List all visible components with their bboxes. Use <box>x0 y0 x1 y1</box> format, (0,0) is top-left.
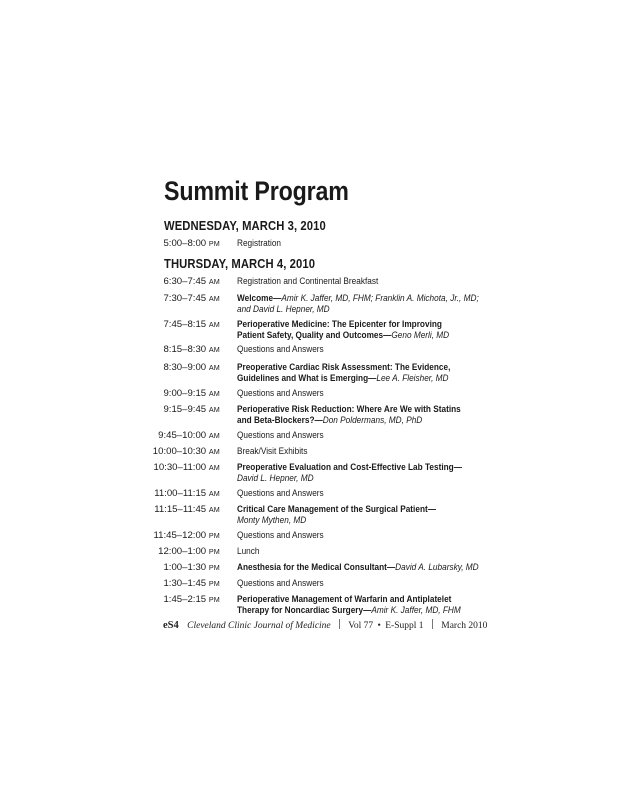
session-speaker: David L. Hepner, MD <box>237 473 314 485</box>
session-title <box>237 462 477 485</box>
session-speaker: Lee A. Fleisher, MD <box>376 373 449 385</box>
session-activity: Questions and Answers <box>237 578 324 589</box>
session-topic: Anesthesia for the Medical Consultant— <box>237 562 396 573</box>
session-time <box>150 430 220 441</box>
time-period: AM <box>208 505 220 514</box>
session-speaker: Monty Mythen, MD <box>237 515 307 527</box>
session-time <box>150 446 220 457</box>
time-period: AM <box>208 447 220 456</box>
time-range: 10:30–11:00 <box>153 462 207 473</box>
page-number: eS4 <box>163 620 179 631</box>
session-activity: Registration <box>237 238 282 249</box>
time-range: 9:45–10:00 <box>158 430 207 441</box>
title-line <box>237 473 477 484</box>
time-range: 10:00–10:30 <box>152 446 207 457</box>
session-speaker: David A. Lubarsky, MD <box>395 562 479 573</box>
session-time <box>150 488 220 499</box>
session-title <box>237 293 477 316</box>
time-period: AM <box>208 345 220 354</box>
session-time <box>150 276 220 287</box>
session-activity: Break/Visit Exhibits <box>237 446 308 457</box>
time-range: 8:30–9:00 <box>163 362 207 373</box>
session-title <box>237 404 477 427</box>
time-period: AM <box>208 389 220 398</box>
time-range: 8:15–8:30 <box>163 344 207 355</box>
session-title <box>237 238 477 249</box>
time-range: 9:15–9:45 <box>163 404 207 415</box>
time-range: 5:00–8:00 <box>163 238 207 249</box>
time-period: PM <box>208 563 220 572</box>
title-line <box>237 404 477 415</box>
session-time <box>150 319 220 330</box>
time-period: AM <box>208 489 220 498</box>
page-title: Summit Program <box>164 176 349 206</box>
title-line <box>237 546 477 557</box>
session-speaker: and David L. Hepner, MD <box>237 304 330 316</box>
session-time <box>150 530 220 541</box>
session-title <box>237 578 477 589</box>
time-range: 1:00–1:30 <box>163 562 207 573</box>
title-line <box>237 488 477 499</box>
title-line <box>237 562 477 573</box>
session-topic: Patient Safety, Quality and Outcomes— <box>237 330 392 342</box>
session-title <box>237 446 477 457</box>
session-time <box>150 562 220 573</box>
time-period: AM <box>208 431 220 440</box>
time-range: 11:15–11:45 <box>154 504 207 515</box>
session-topic: Guidelines and What is Emerging— <box>237 373 377 385</box>
session-title <box>237 362 477 385</box>
time-period: PM <box>208 579 220 588</box>
time-range: 11:00–11:15 <box>154 488 207 499</box>
session-topic: Preoperative Evaluation and Cost-Effective Lab Testing— <box>237 462 462 473</box>
time-period: PM <box>208 595 220 604</box>
session-topic: and Beta-Blockers?— <box>237 415 323 427</box>
session-speaker: Don Poldermans, MD, PhD <box>322 415 423 427</box>
session-topic: Preoperative Cardiac Risk Assessment: The Evidence, <box>237 362 451 373</box>
footer-bullet: • <box>377 621 381 631</box>
title-line <box>237 446 477 457</box>
title-line <box>237 238 477 249</box>
time-period: AM <box>208 463 220 472</box>
time-range: 1:45–2:15 <box>163 594 207 605</box>
time-period: AM <box>208 294 220 303</box>
session-time <box>150 293 220 304</box>
session-activity: Questions and Answers <box>237 388 324 399</box>
session-activity: Questions and Answers <box>237 530 324 541</box>
session-title <box>237 546 477 557</box>
title-line <box>237 430 477 441</box>
time-period: AM <box>208 363 220 372</box>
session-activity: Questions and Answers <box>237 430 324 441</box>
session-topic: Critical Care Management of the Surgical Patient— <box>237 504 436 515</box>
journal-name: Cleveland Clinic Journal of Medicine <box>187 621 331 631</box>
page-footer <box>163 619 487 631</box>
title-line <box>237 362 477 373</box>
time-range: 11:45–12:00 <box>153 530 207 541</box>
time-range: 7:45–8:15 <box>163 319 207 330</box>
title-line <box>237 330 477 341</box>
session-time <box>150 546 220 557</box>
title-line <box>237 373 477 384</box>
session-topic: Perioperative Risk Reduction: Where Are We with Statins <box>237 404 461 415</box>
session-title <box>237 388 477 399</box>
session-topic: Welcome— <box>237 293 282 304</box>
title-line <box>237 594 477 605</box>
time-range: 1:30–1:45 <box>163 578 207 589</box>
session-topic: Perioperative Medicine: The Epicenter for Improving <box>237 319 442 330</box>
volume: Vol 77 <box>348 621 374 631</box>
title-line <box>237 578 477 589</box>
session-activity: Questions and Answers <box>237 344 324 355</box>
title-line <box>237 388 477 399</box>
session-title <box>237 430 477 441</box>
session-time <box>150 594 220 605</box>
session-title <box>237 276 477 287</box>
title-line <box>237 276 477 287</box>
session-topic: Therapy for Noncardiac Surgery— <box>237 605 372 617</box>
session-topic: Perioperative Management of Warfarin and Antiplatelet <box>237 594 452 605</box>
session-time <box>150 462 220 473</box>
session-time <box>150 404 220 415</box>
session-time <box>150 362 220 373</box>
session-speaker: Amir K. Jaffer, MD, FHM; Franklin A. Michota, Jr., MD; <box>281 293 479 304</box>
session-time <box>150 388 220 399</box>
supplement: E-Suppl 1 <box>385 621 424 631</box>
session-speaker: Geno Merli, MD <box>391 330 450 342</box>
session-title <box>237 319 477 342</box>
time-period: PM <box>208 547 220 556</box>
footer-divider <box>432 619 433 629</box>
session-activity: Registration and Continental Breakfast <box>237 276 379 287</box>
time-range: 12:00–1:00 <box>158 546 207 557</box>
time-period: PM <box>208 239 220 248</box>
session-title <box>237 530 477 541</box>
time-period: PM <box>208 531 220 540</box>
day-heading: WEDNESDAY, MARCH 3, 2010 <box>164 219 326 233</box>
issue-date: March 2010 <box>441 621 488 631</box>
time-period: AM <box>208 320 220 329</box>
title-line <box>237 462 477 473</box>
title-line <box>237 319 477 330</box>
session-title <box>237 562 477 573</box>
session-activity: Questions and Answers <box>237 488 324 499</box>
title-line <box>237 504 477 515</box>
session-time <box>150 578 220 589</box>
time-range: 9:00–9:15 <box>163 388 207 399</box>
time-period: AM <box>208 277 220 286</box>
session-time <box>150 344 220 355</box>
title-line <box>237 293 477 304</box>
session-speaker: Amir K. Jaffer, MD, FHM <box>371 605 461 617</box>
title-line <box>237 344 477 355</box>
footer-divider <box>339 619 340 629</box>
session-time <box>150 238 220 249</box>
title-line <box>237 304 477 315</box>
session-title <box>237 344 477 355</box>
session-activity: Lunch <box>237 546 260 557</box>
session-time <box>150 504 220 515</box>
time-range: 7:30–7:45 <box>163 293 207 304</box>
session-title <box>237 488 477 499</box>
session-title <box>237 504 477 527</box>
time-period: AM <box>208 405 220 414</box>
day-heading: THURSDAY, MARCH 4, 2010 <box>164 257 316 271</box>
time-range: 6:30–7:45 <box>163 276 207 287</box>
session-title <box>237 594 477 617</box>
title-line <box>237 530 477 541</box>
title-line <box>237 515 477 526</box>
title-line <box>237 605 477 616</box>
title-line <box>237 415 477 426</box>
